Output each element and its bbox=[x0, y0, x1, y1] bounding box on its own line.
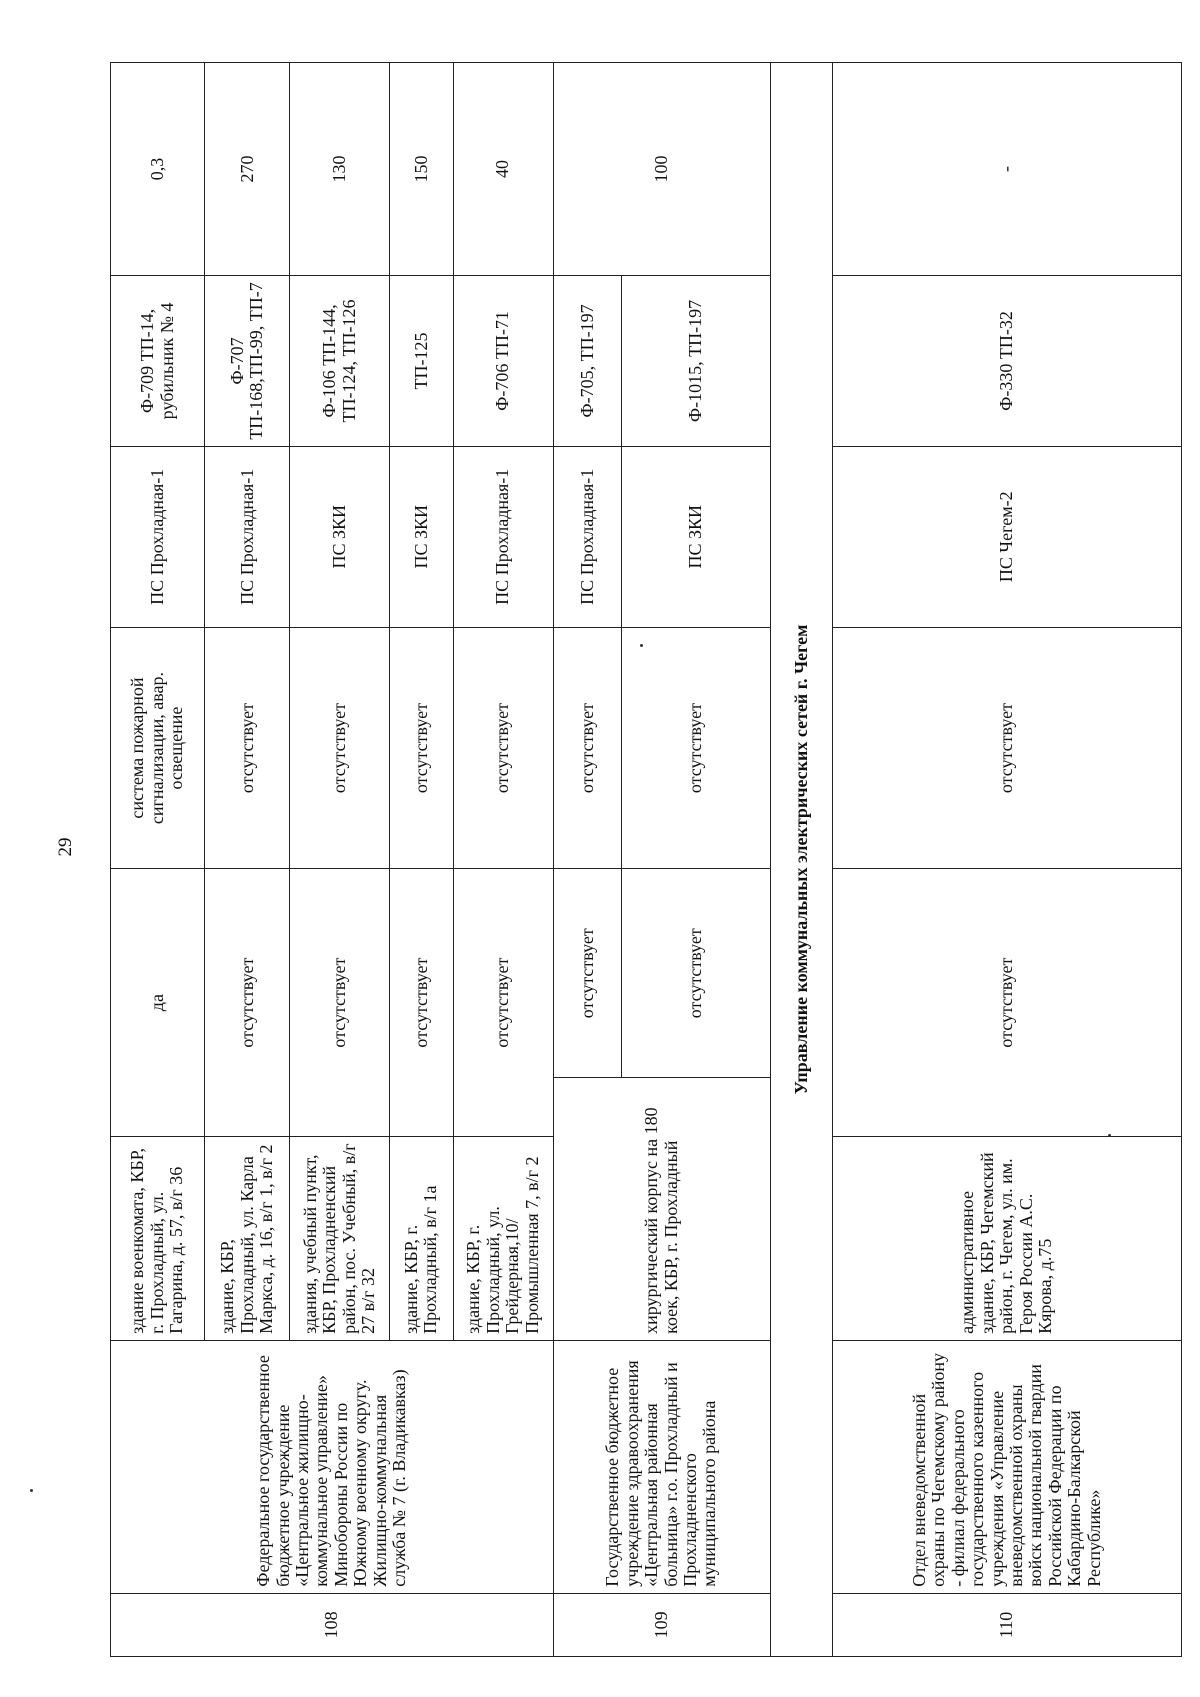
feeder-cell: Ф-705, ТП-197 bbox=[553, 276, 621, 447]
column4-cell: отсутствует bbox=[390, 627, 454, 869]
page-number: 29 bbox=[55, 837, 76, 857]
substation-cell: ПС Прохладная-1 bbox=[205, 446, 290, 627]
column4-cell: отсутствует bbox=[453, 627, 553, 869]
column3-cell: отсутствует bbox=[205, 869, 290, 1136]
scan-speck bbox=[640, 644, 643, 647]
power-cell: 100 bbox=[553, 63, 770, 276]
substation-cell: ПС Прохладная-1 bbox=[111, 446, 205, 627]
table-row-108 bbox=[111, 63, 205, 1657]
column4-cell: отсутствует bbox=[290, 627, 390, 869]
feeder-cell: Ф-106 ТП-144, ТП-124, ТП-126 bbox=[290, 276, 390, 447]
feeder-cell: ТП-125 bbox=[390, 276, 454, 447]
power-cell: 130 bbox=[290, 63, 390, 276]
scan-speck bbox=[30, 1489, 33, 1492]
column4-cell: отсутствует bbox=[622, 627, 771, 869]
feeder-cell: Ф-706 ТП-71 bbox=[453, 276, 553, 447]
object-cell: здание, КБР, г. Прохладный, ул. Грейдерная,10/ Промышленная 7, в/г 2 bbox=[453, 1136, 553, 1340]
power-cell: - bbox=[833, 63, 1182, 276]
column3-cell: отсутствует bbox=[622, 869, 771, 1078]
scan-speck bbox=[1108, 1134, 1111, 1137]
power-supply-table bbox=[110, 62, 1182, 1657]
feeder-cell: Ф-330 ТП-32 bbox=[833, 276, 1182, 447]
organization-cell: Государственное бюджетное учреждение здравоохранения «Центральная районная больница» г.о. Прохладный и Прохладненского муниципального района bbox=[553, 1340, 770, 1593]
column3-cell: отсутствует bbox=[290, 869, 390, 1136]
substation-cell: ПС Чегем-2 bbox=[833, 446, 1182, 627]
table-row-109 bbox=[553, 63, 621, 1657]
column3-cell: отсутствует bbox=[390, 869, 454, 1136]
power-cell: 0,3 bbox=[111, 63, 205, 276]
object-cell: здание, КБР, Прохладный, ул. Карла Маркса, д. 16, в/г 1, в/г 2 bbox=[205, 1136, 290, 1340]
row-number: 108 bbox=[111, 1593, 554, 1656]
substation-cell: ПС ЗКИ bbox=[290, 446, 390, 627]
substation-cell: ПС Прохладная-1 bbox=[553, 446, 621, 627]
column3-cell: да bbox=[111, 869, 205, 1136]
feeder-cell: Ф-707 ТП-168,ТП-99, ТП-7 bbox=[205, 276, 290, 447]
feeder-cell: Ф-709 ТП-14, рубильник № 4 bbox=[111, 276, 205, 447]
column4-cell: отсутствует bbox=[833, 627, 1182, 869]
power-cell: 40 bbox=[453, 63, 553, 276]
section-row bbox=[770, 63, 832, 1657]
object-cell: здание, КБР, г. Прохладный, в/г 1а bbox=[390, 1136, 454, 1340]
column3-cell: отсутствует bbox=[453, 869, 553, 1136]
column4-cell: отсутствует bbox=[553, 627, 621, 869]
object-cell: административное здание, КБР, Чегемский район, г. Чегем, ул. им. Героя России А.С. Кярова, д.75 bbox=[833, 1136, 1182, 1340]
column3-cell: отсутствует bbox=[833, 869, 1182, 1136]
substation-cell: ПС Прохладная-1 bbox=[453, 446, 553, 627]
object-cell: хирургический корпус на 180 коек, КБР, г. Прохладный bbox=[553, 1078, 770, 1341]
substation-cell: ПС ЗКИ bbox=[622, 446, 771, 627]
row-number: 110 bbox=[833, 1593, 1182, 1656]
column4-cell: система пожарной сигнализации, авар. освещение bbox=[111, 627, 205, 869]
object-cell: здание военкомата, КБР, г. Прохладный, ул. Гагарина, д. 57, в/г 36 bbox=[111, 1136, 205, 1340]
power-cell: 270 bbox=[205, 63, 290, 276]
power-cell: 150 bbox=[390, 63, 454, 276]
column3-cell: отсутствует bbox=[553, 869, 621, 1078]
feeder-cell: Ф-1015, ТП-197 bbox=[622, 276, 771, 447]
section-title: Управление коммунальных электрических сетей г. Чегем bbox=[770, 63, 832, 1657]
organization-cell: Отдел вневедомственной охраны по Чегемскому району - филиал федерального государственного казенного учреждения «Управление вневедомственной охраны войск национальной гвардии Российской Федерации по Кабардино-Балкарской Республике» bbox=[833, 1340, 1182, 1593]
row-number: 109 bbox=[553, 1593, 770, 1656]
table-row-110 bbox=[833, 63, 1182, 1657]
object-cell: здания, учебный пункт, КБР, Прохладненский район, пос. Учебный, в/г 27 в/г 32 bbox=[290, 1136, 390, 1340]
column4-cell: отсутствует bbox=[205, 627, 290, 869]
organization-cell: Федеральное государственное бюджетное учреждение «Центральное жилищно-коммунальное управление» Минобороны России по Южному военному округу. Жилищно-коммунальная служба № 7 (г. Владикавказ) bbox=[111, 1340, 554, 1593]
substation-cell: ПС ЗКИ bbox=[390, 446, 454, 627]
